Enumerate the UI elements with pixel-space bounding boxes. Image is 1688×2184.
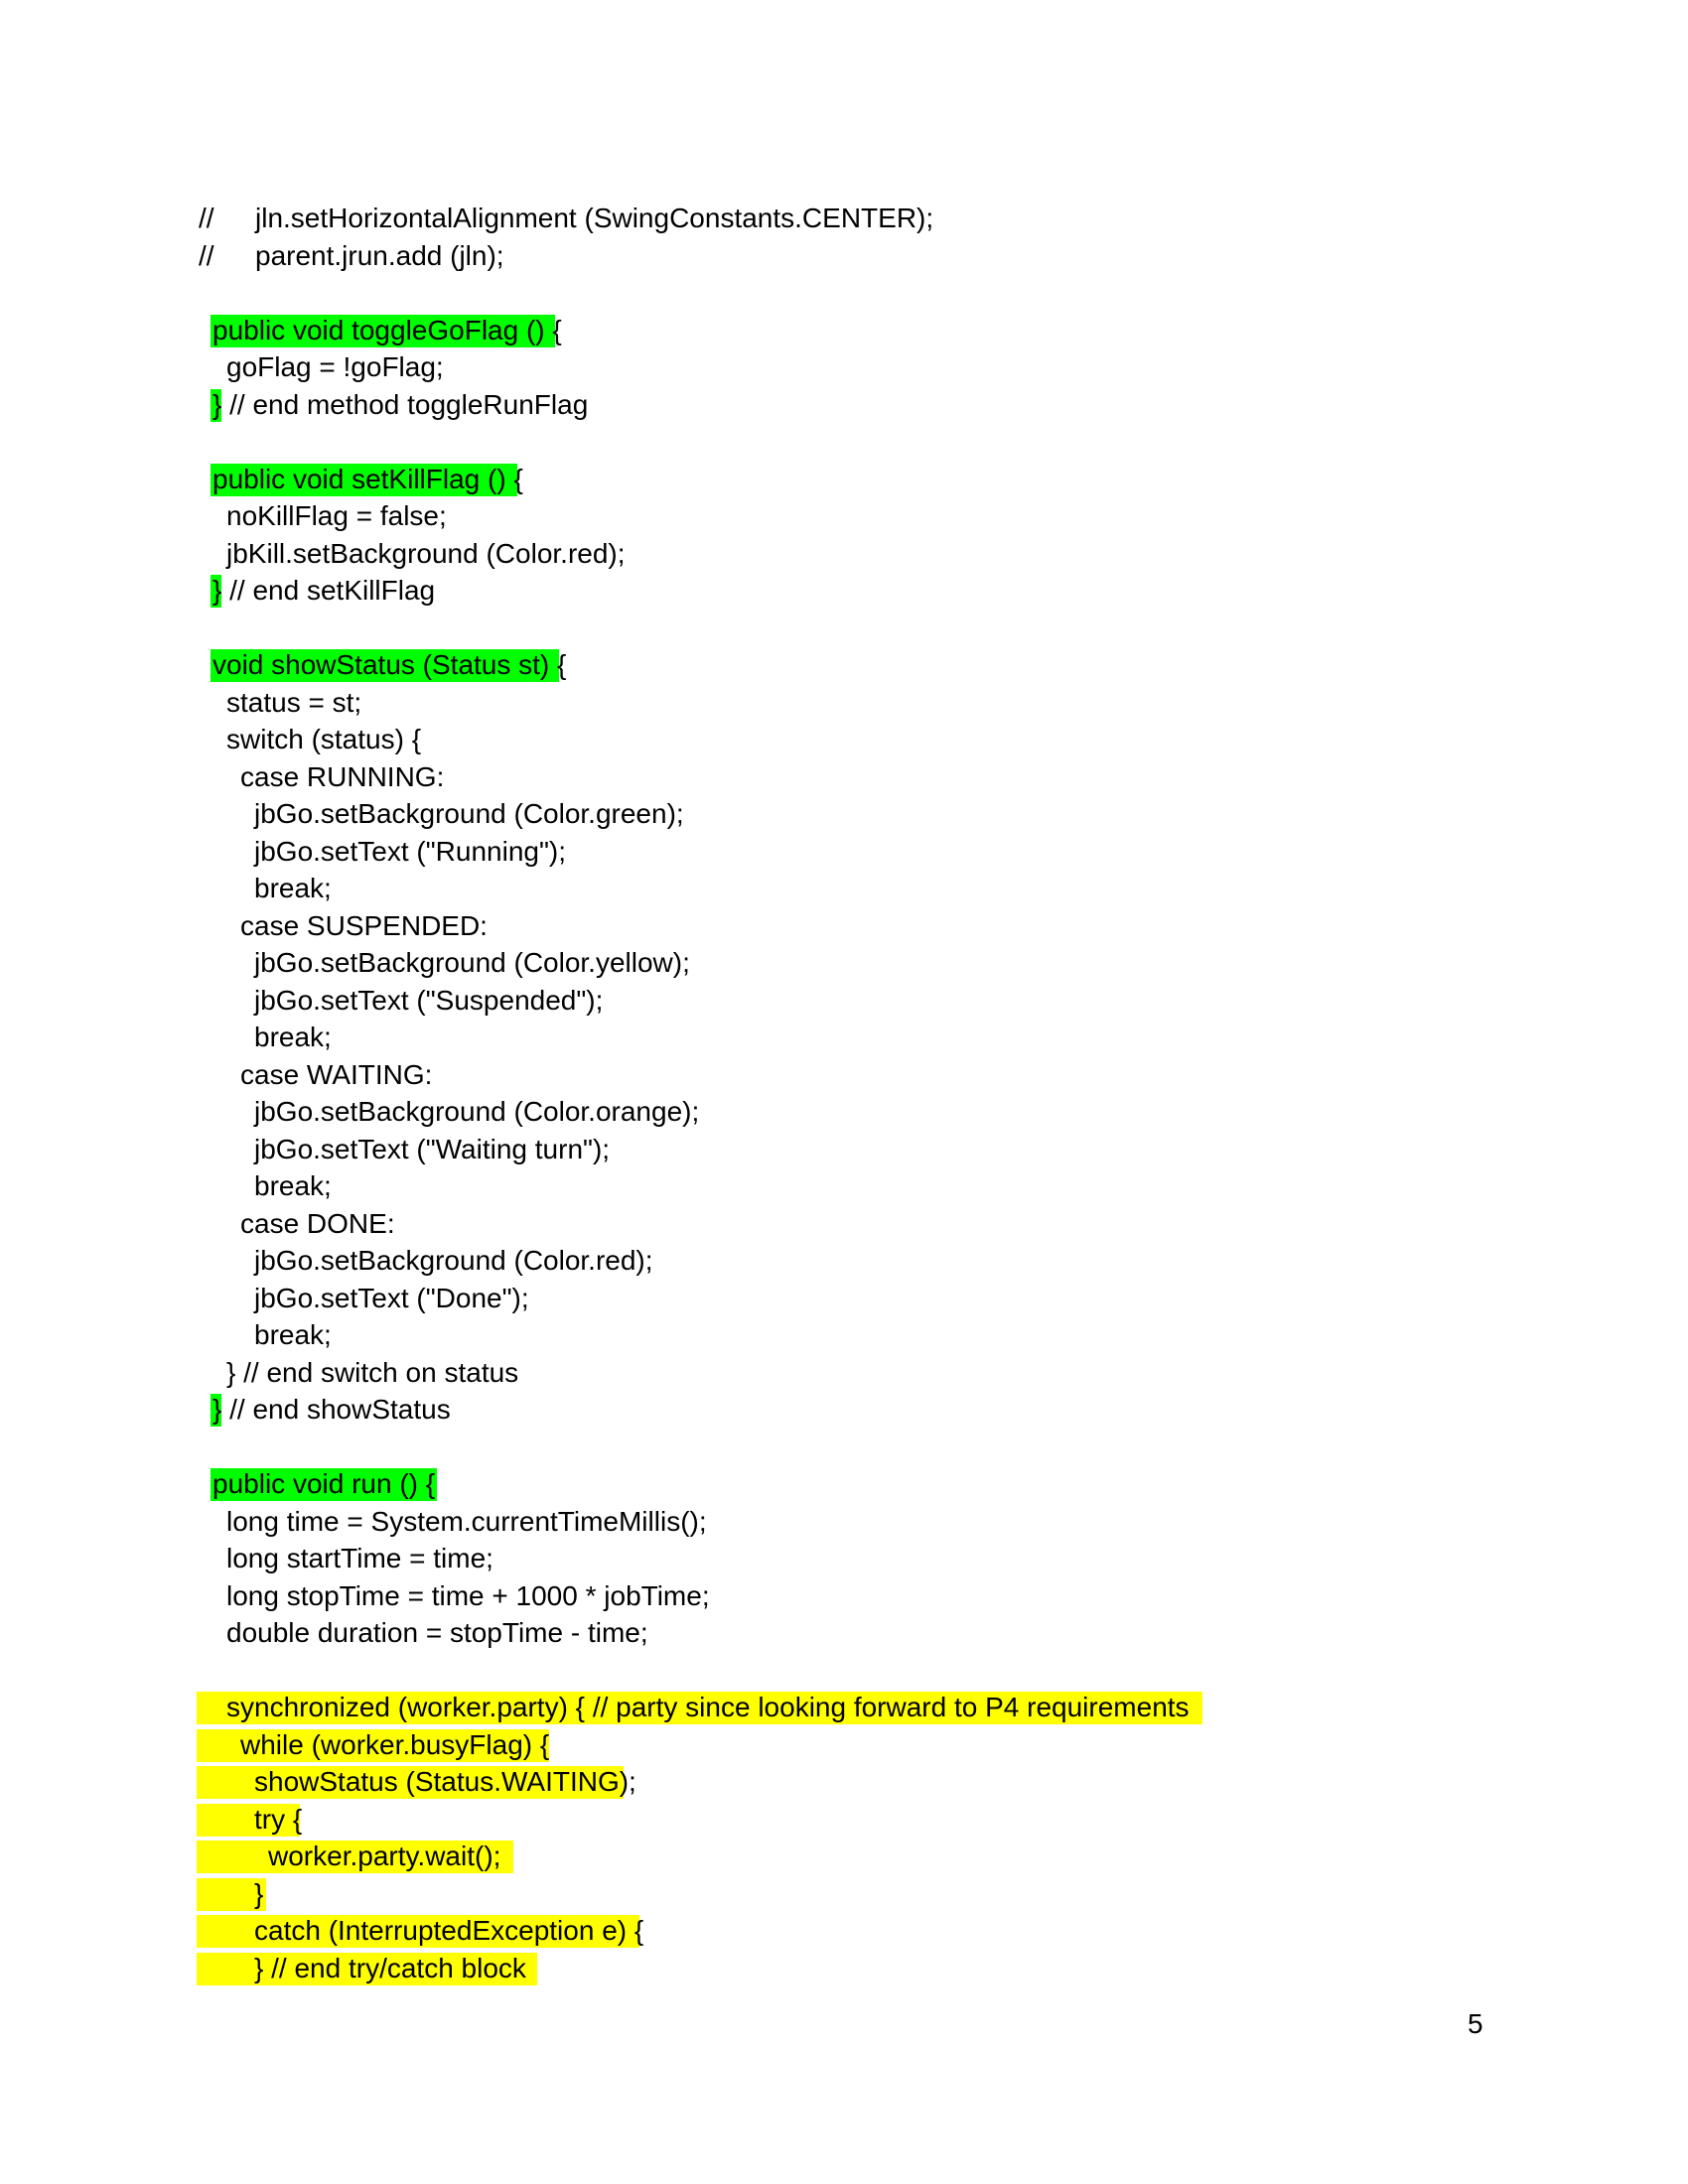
code-line [199, 907, 488, 945]
code-text: jbKill.setBackground (Color.red); [226, 537, 626, 569]
code-line [199, 348, 444, 386]
code-line [199, 1540, 493, 1577]
blank-line [199, 423, 245, 461]
code-line [199, 1577, 710, 1615]
code-text: break; [254, 1170, 332, 1201]
code-line [199, 1167, 332, 1205]
code-text: jbGo.setBackground (Color.green); [254, 798, 684, 829]
code-line [199, 386, 589, 424]
code-line [199, 1391, 451, 1429]
code-text: jbGo.setBackground (Color.orange); [254, 1096, 700, 1127]
code-line [199, 944, 690, 982]
code-line [199, 758, 445, 796]
code-line [199, 237, 504, 275]
code-text: status = st; [226, 686, 362, 718]
code-text: jbGo.setBackground (Color.red); [254, 1245, 653, 1276]
code-line [199, 1875, 264, 1913]
code-text: break; [254, 1319, 332, 1350]
page-number: 5 [1468, 2008, 1483, 2039]
code-text: public void run () { [212, 1468, 436, 1499]
code-text: long startTime = time; [226, 1543, 493, 1573]
code-line [199, 1354, 519, 1392]
code-text: case RUNNING: [240, 760, 445, 792]
code-text: goFlag = !goFlag; [226, 351, 444, 382]
code-line [199, 535, 626, 573]
code-line [199, 1280, 529, 1317]
code-text: long stopTime = time + 1000 * jobTime; [226, 1579, 710, 1611]
blank-line [199, 274, 245, 312]
code-line [199, 1316, 332, 1354]
code-line [199, 684, 362, 722]
code-text: jbGo.setText ("Suspended"); [254, 984, 604, 1016]
code-text: public void toggleGoFlag () { [212, 314, 562, 345]
code-text: } // end switch on status [226, 1356, 519, 1388]
code-text: break; [254, 873, 332, 903]
code-text: } [254, 1877, 264, 1909]
code-line [199, 1912, 644, 1950]
blank-line [199, 1652, 245, 1690]
code-text: } // end showStatus [212, 1394, 451, 1425]
code-line [199, 982, 604, 1020]
code-line [199, 1465, 436, 1503]
code-line [199, 1838, 501, 1875]
code-text: worker.party.wait(); [268, 1841, 501, 1871]
code-line [199, 1801, 303, 1839]
code-listing [199, 200, 1190, 1986]
code-text: switch (status) { [226, 724, 422, 754]
code-line [199, 200, 934, 237]
code-text: catch (InterruptedException e) { [254, 1915, 644, 1946]
code-line [199, 1689, 1190, 1726]
code-text: case DONE: [240, 1207, 395, 1239]
code-line [199, 312, 562, 349]
code-text: noKillFlag = false; [226, 500, 447, 531]
blank-line [199, 1429, 245, 1466]
code-text: break; [254, 1022, 332, 1052]
code-text: jln.setHorizontalAlignment (SwingConstants.CENTER); [255, 203, 934, 233]
code-text: } // end try/catch block [254, 1952, 526, 1983]
code-text: jbGo.setBackground (Color.yellow); [254, 947, 690, 978]
code-line [199, 833, 567, 871]
blank-line [199, 610, 245, 647]
code-line [199, 1205, 395, 1243]
code-text: jbGo.setText ("Running"); [254, 835, 567, 867]
code-text: parent.jrun.add (jln); [255, 239, 504, 271]
comment-marker: // [199, 239, 214, 271]
code-text: jbGo.setText ("Done"); [254, 1282, 529, 1313]
code-line [199, 1093, 700, 1131]
code-text: while (worker.busyFlag) { [240, 1728, 550, 1760]
code-line [199, 1131, 611, 1168]
code-text: jbGo.setText ("Waiting turn"); [254, 1133, 611, 1164]
code-line [199, 870, 332, 907]
code-line [199, 646, 567, 684]
code-text: case WAITING: [240, 1058, 433, 1090]
code-line [199, 497, 447, 535]
code-line [199, 1019, 332, 1056]
code-line [199, 1726, 550, 1764]
code-line [199, 1242, 653, 1280]
code-line [199, 1056, 433, 1094]
code-text: void showStatus (Status st) { [212, 649, 567, 680]
code-line [199, 572, 436, 610]
code-line [199, 1503, 707, 1541]
code-text: try { [254, 1803, 303, 1835]
code-text: showStatus (Status.WAITING); [254, 1766, 636, 1797]
code-text: synchronized (worker.party) { // party since looking forward to P4 requirements [226, 1692, 1190, 1722]
code-line [199, 1950, 526, 1987]
code-text: public void setKillFlag () { [212, 463, 523, 494]
code-line [199, 461, 523, 498]
code-text: double duration = stopTime - time; [226, 1617, 648, 1648]
code-text: } // end setKillFlag [212, 575, 436, 606]
code-line [199, 721, 422, 758]
code-text: case SUSPENDED: [240, 909, 488, 941]
code-text: long time = System.currentTimeMillis(); [226, 1505, 707, 1537]
code-line [199, 1763, 636, 1801]
code-line [199, 1614, 648, 1652]
code-text: } // end method toggleRunFlag [212, 388, 589, 420]
code-line [199, 795, 684, 833]
comment-marker: // [199, 203, 214, 233]
